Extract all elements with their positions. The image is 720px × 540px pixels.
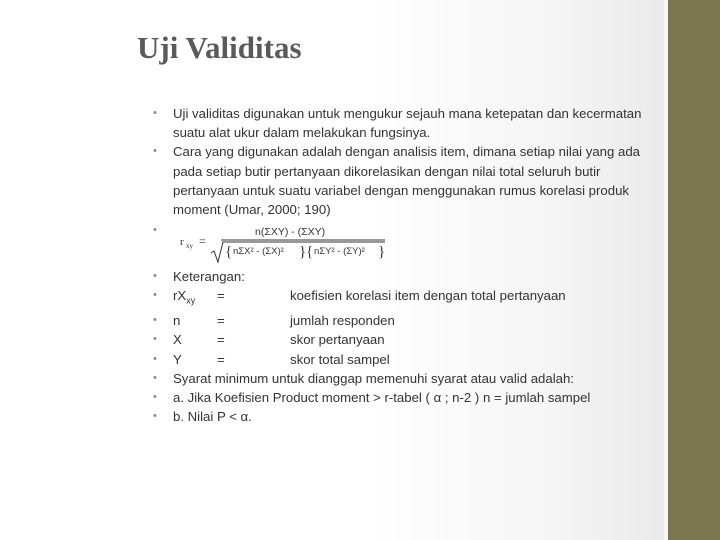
bullet-dot-icon: • xyxy=(153,314,157,327)
definition-row xyxy=(153,311,665,330)
definition-row xyxy=(153,286,665,311)
bullet-dot-icon: • xyxy=(153,270,157,283)
brace-right-icon: } xyxy=(378,244,386,261)
definition-row xyxy=(153,330,665,349)
accent-bar xyxy=(668,0,720,540)
bullet-text: Cara yang digunakan adalah dengan analisis item, dimana setiap nilai yang ada pada setiap butir pertanyaan dikorelasikan dengan nilai total seluruh butir pertanyaan untuk suatu variabel dengan menggunakan rumus korelasi produk moment (Umar, 2000; 190) xyxy=(173,144,641,218)
formula-equals: = xyxy=(199,234,206,249)
keterangan-label: Keterangan: xyxy=(173,269,245,285)
bullet-item xyxy=(153,267,665,286)
bullet-dot-icon: • xyxy=(153,391,157,404)
definition-description: koefisien korelasi item dengan total pertanyaan xyxy=(290,288,566,304)
formula-bullet xyxy=(153,221,665,266)
bullet-item xyxy=(153,104,665,142)
bullet-dot-icon: • xyxy=(153,107,157,119)
definition-symbol: Y xyxy=(173,351,182,367)
formula-denominator-left: nΣX² - (ΣX)² xyxy=(233,246,284,258)
bullet-dot-icon: • xyxy=(153,371,157,384)
criteria-b-text: b. Nilai P < α. xyxy=(173,409,252,425)
bullet-item xyxy=(153,369,665,388)
bullet-dot-icon: • xyxy=(153,352,157,365)
bullet-dot-icon: • xyxy=(153,289,157,302)
brace-left-icon: { xyxy=(306,244,314,261)
definition-equals: = xyxy=(217,313,225,329)
formula-numerator: n(ΣXY) - (ΣXY) xyxy=(255,226,326,239)
bullet-item xyxy=(153,388,665,407)
formula-lhs-sub: xy xyxy=(186,242,193,251)
bullet-item xyxy=(153,407,665,426)
definition-equals: = xyxy=(217,332,225,348)
syarat-text: Syarat minimum untuk dianggap memenuhi syarat atau valid adalah: xyxy=(173,370,574,386)
definition-equals: = xyxy=(217,351,225,367)
formula-lhs: r xyxy=(180,236,184,249)
bullet-dot-icon: • xyxy=(153,333,157,346)
definition-description: skor pertanyaan xyxy=(290,332,385,348)
definition-symbol: X xyxy=(173,332,182,348)
bullet-item xyxy=(153,142,665,219)
brace-right-icon: } xyxy=(299,244,307,261)
brace-left-icon: { xyxy=(225,244,233,261)
slide-content xyxy=(153,104,665,426)
bullet-dot-icon: • xyxy=(153,224,157,237)
slide-title: Uji Validitas xyxy=(137,30,302,65)
definition-description: skor total sampel xyxy=(290,351,390,367)
definition-symbol: $rX_{xy}$ xyxy=(173,288,196,307)
formula-denominator-right: nΣY² - (ΣY)² xyxy=(314,246,365,258)
bullet-text: Uji validitas digunakan untuk mengukur sejauh mana ketepatan dan kecermatan suatu alat ukur dalam melakukan fungsinya. xyxy=(173,106,642,141)
definition-row xyxy=(153,350,665,369)
criteria-a-text: a. Jika Koefisien Product moment > r-tabel ( α ; n-2 ) n = jumlah sampel xyxy=(173,390,591,406)
bullet-dot-icon: • xyxy=(153,145,157,158)
definition-equals: = xyxy=(217,288,225,304)
correlation-formula xyxy=(173,217,413,265)
definition-symbol: n xyxy=(173,313,181,329)
bullet-dot-icon: • xyxy=(153,410,157,423)
definition-description: jumlah responden xyxy=(290,313,395,329)
